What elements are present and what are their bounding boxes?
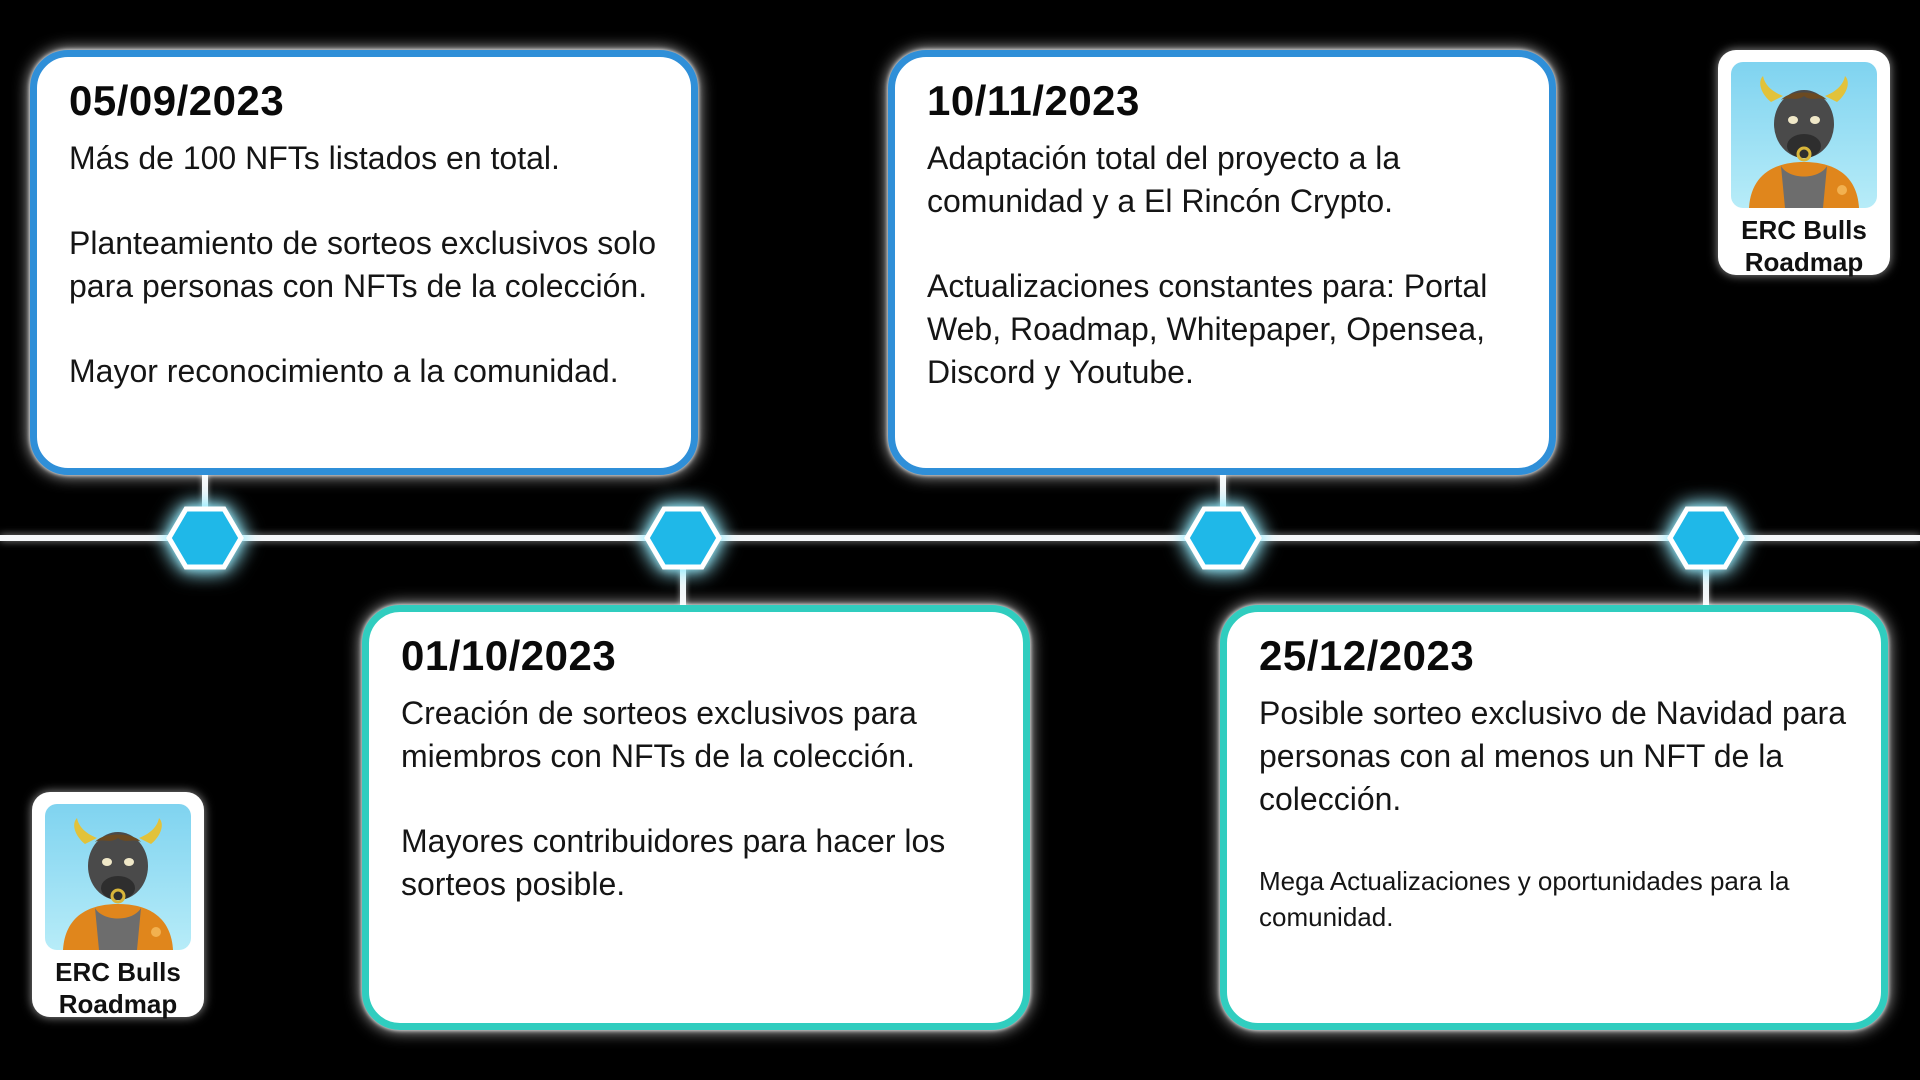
timeline-line bbox=[0, 535, 1920, 541]
logo-caption-line-1: ERC Bulls bbox=[55, 957, 181, 987]
connector-4 bbox=[1703, 568, 1709, 610]
milestone-text: Mega Actualizaciones y oportunidades para la comunidad. bbox=[1259, 866, 1790, 933]
timeline-node-3 bbox=[1184, 506, 1262, 570]
milestone-date: 10/11/2023 bbox=[927, 77, 1140, 124]
milestone-card-3 bbox=[888, 50, 1556, 475]
logo-caption-line-2: Roadmap bbox=[58, 989, 178, 1019]
milestone-date: 01/10/2023 bbox=[401, 632, 617, 679]
logo-caption-line-2: Roadmap bbox=[1744, 247, 1864, 277]
milestone-card-4 bbox=[1220, 605, 1888, 1030]
logo-caption bbox=[1730, 214, 1878, 278]
logo-badge-bottom bbox=[32, 792, 204, 1017]
bull-avatar-icon bbox=[45, 804, 191, 950]
milestone-text: Mayores contribuidores para hacer los sorteos posible. bbox=[401, 823, 946, 903]
milestone-text: Actualizaciones constantes para: Portal Web, Roadmap, Whitepaper, Opensea, Discord y Youtube. bbox=[927, 268, 1488, 391]
milestone-text: Creación de sorteos exclusivos para miembros con NFTs de la colección. bbox=[401, 695, 917, 775]
connector-2 bbox=[680, 568, 686, 610]
connector-3 bbox=[1220, 470, 1226, 510]
milestone-text: Planteamiento de sorteos exclusivos solo para personas con NFTs de la colección. bbox=[69, 225, 656, 305]
milestone-text: Más de 100 NFTs listados en total. bbox=[69, 140, 560, 177]
logo-caption-line-1: ERC Bulls bbox=[1741, 215, 1867, 245]
milestone-date: 05/09/2023 bbox=[69, 77, 285, 124]
timeline-node-1 bbox=[166, 506, 244, 570]
milestone-card-2 bbox=[362, 605, 1030, 1030]
milestone-text: Mayor reconocimiento a la comunidad. bbox=[69, 353, 619, 390]
logo-caption bbox=[44, 956, 192, 1020]
timeline-node-4 bbox=[1667, 506, 1745, 570]
milestone-date: 25/12/2023 bbox=[1259, 632, 1475, 679]
logo-badge-top bbox=[1718, 50, 1890, 275]
milestone-text: Adaptación total del proyecto a la comunidad y a El Rincón Crypto. bbox=[927, 140, 1401, 220]
connector-1 bbox=[202, 470, 208, 510]
milestone-text: Posible sorteo exclusivo de Navidad para personas con al menos un NFT de la colección. bbox=[1259, 695, 1846, 818]
timeline-node-2 bbox=[644, 506, 722, 570]
bull-avatar-icon bbox=[1731, 62, 1877, 208]
milestone-card-1 bbox=[30, 50, 698, 475]
